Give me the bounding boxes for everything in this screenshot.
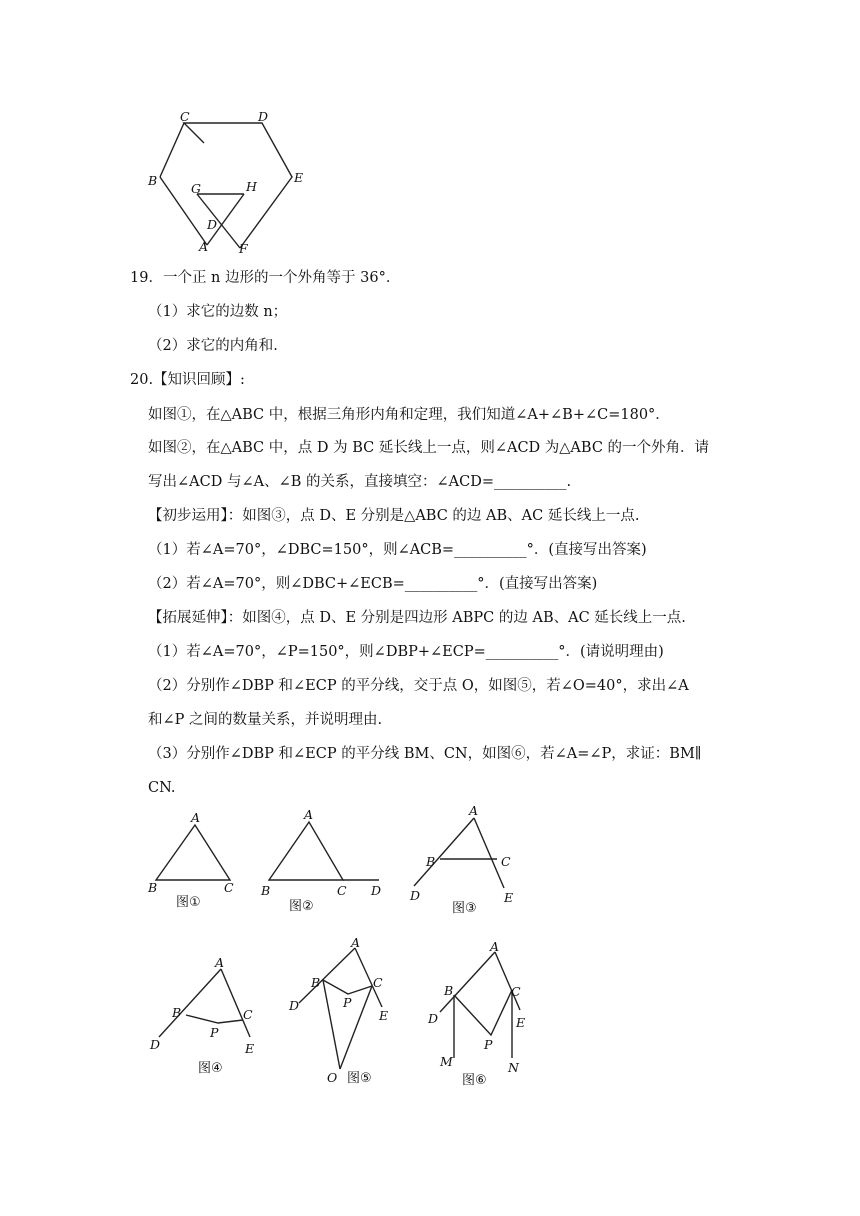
fig4-label-p: P [210, 1025, 219, 1040]
hexagon-side-cb [160, 123, 184, 177]
q20-line-1: 如图①，在△ABC 中，根据三角形内角和定理，我们知道∠A+∠B+∠C=180°． [148, 407, 670, 423]
fig6-label-b: B [444, 983, 454, 998]
fig1-label-a: A [191, 810, 201, 825]
fig3-label-d: D [410, 888, 421, 903]
label-d: D [258, 109, 269, 124]
fig2-label-d: D [371, 883, 382, 898]
triangle-abc [269, 822, 343, 880]
fig3-label-a: A [469, 803, 479, 818]
q19-stem: 19．一个正 n 边形的一个外角等于 36°． [130, 270, 401, 286]
fig2-caption: 图② [289, 899, 314, 914]
fig5-caption: 图⑤ [347, 1071, 372, 1086]
fig6-label-d: D [428, 1011, 439, 1026]
path-bpc [323, 980, 372, 994]
label-e: E [294, 170, 304, 185]
triangle-abc [156, 825, 230, 880]
fig1-caption: 图① [176, 895, 201, 910]
figure-3 [400, 800, 530, 918]
fig5-label-o: O [327, 1070, 338, 1085]
figure-1-caption [170, 890, 230, 912]
fig5-label-e: E [379, 1008, 389, 1023]
fig6-caption: 图⑥ [462, 1073, 487, 1088]
q20-line-2: 如图②，在△ABC 中，点 D 为 BC 延长线上一点，则∠ACD 为△ABC 的一个外角．请 [148, 440, 710, 456]
q19-part1: （1）求它的边数 n； [148, 304, 288, 320]
fig3-label-c: C [501, 854, 511, 869]
path-bpc [186, 1015, 243, 1023]
line-ad [414, 818, 474, 886]
fig4-label-c: C [243, 1007, 253, 1022]
figure-6 [420, 940, 545, 1090]
fig5-label-b: B [311, 975, 321, 990]
fig3-label-b: B [426, 854, 436, 869]
label-b: B [148, 173, 158, 188]
fig5-label-p: P [343, 995, 352, 1010]
fig6-label-p: P [484, 1037, 493, 1052]
q20-line-6: （2）若∠A=70°，则∠DBC+∠ECB=__________°．(直接写出答案) [148, 576, 598, 592]
fig1-label-b: B [148, 880, 158, 895]
label-g: G [191, 181, 201, 196]
fig5-label-d: D [289, 998, 300, 1013]
fig4-label-d: D [150, 1037, 161, 1052]
fig2-label-a: A [304, 807, 314, 822]
fig6-label-a: A [490, 939, 500, 954]
label-a: A [199, 239, 209, 254]
q20-line-8: （1）若∠A=70°，∠P=150°，则∠DBP+∠ECP=__________°．(请说明理由) [148, 644, 664, 660]
fig5-label-a: A [351, 935, 361, 950]
path-bpc [454, 990, 512, 1035]
fig5-label-c: C [373, 975, 383, 990]
q20-line-10: 和∠P 之间的数量关系，并说明理由. [148, 712, 383, 728]
q20-title: 20.【知识回顾】: [130, 372, 245, 388]
label-c: C [180, 109, 190, 124]
fig6-label-c: C [511, 984, 521, 999]
q19-part2: （2）求它的内角和. [148, 338, 278, 354]
line-ae [221, 969, 250, 1037]
bisector-bo [323, 980, 340, 1069]
q20-line-9: （2）分别作∠DBP 和∠ECP 的平分线，交于点 O，如图⑤，若∠O=40°，求出∠A [148, 678, 689, 694]
q20-line-3: 写出∠ACD 与∠A、∠B 的关系，直接填空：∠ACD=__________. [148, 474, 572, 490]
fig4-caption: 图④ [198, 1061, 223, 1076]
label-f: F [239, 241, 248, 256]
figure-5 [285, 935, 410, 1095]
fig2-label-b: B [261, 883, 271, 898]
fig2-label-c: C [337, 883, 347, 898]
fig4-label-b: B [172, 1005, 182, 1020]
figure-1 [140, 810, 250, 895]
line-ae [474, 818, 504, 888]
fig4-label-a: A [215, 955, 225, 970]
label-d-inner: D [207, 217, 218, 232]
q20-line-5: （1）若∠A=70°，∠DBC=150°，则∠ACB=__________°．(直接写出答案) [148, 542, 647, 558]
q20-line-7: 【拓展延伸】：如图④，点 D、E 分别是四边形 ABPC 的边 AB、AC 延长线上一点. [148, 610, 686, 626]
figure-4 [145, 955, 275, 1085]
line-ae [495, 952, 520, 1010]
fig3-label-e: E [504, 890, 514, 905]
fig3-caption: 图③ [452, 901, 477, 916]
line-ad [440, 952, 495, 1012]
fig1-label-c: C [224, 880, 234, 895]
fig6-label-n: N [508, 1060, 519, 1075]
hexagon-figure [140, 105, 320, 260]
fig4-label-e: E [245, 1041, 255, 1056]
q20-line-11: （3）分别作∠DBP 和∠ECP 的平分线 BM、CN，如图⑥，若∠A=∠P，求证：BM∥ [148, 746, 702, 762]
fig6-label-e: E [516, 1015, 526, 1030]
q20-line-4: 【初步运用】：如图③，点 D、E 分别是△ABC 的边 AB、AC 延长线上一点. [148, 508, 640, 524]
label-h: H [246, 179, 257, 194]
q20-line-12: CN. [148, 780, 176, 796]
figure-2 [255, 805, 395, 915]
fig6-label-m: M [440, 1054, 453, 1069]
